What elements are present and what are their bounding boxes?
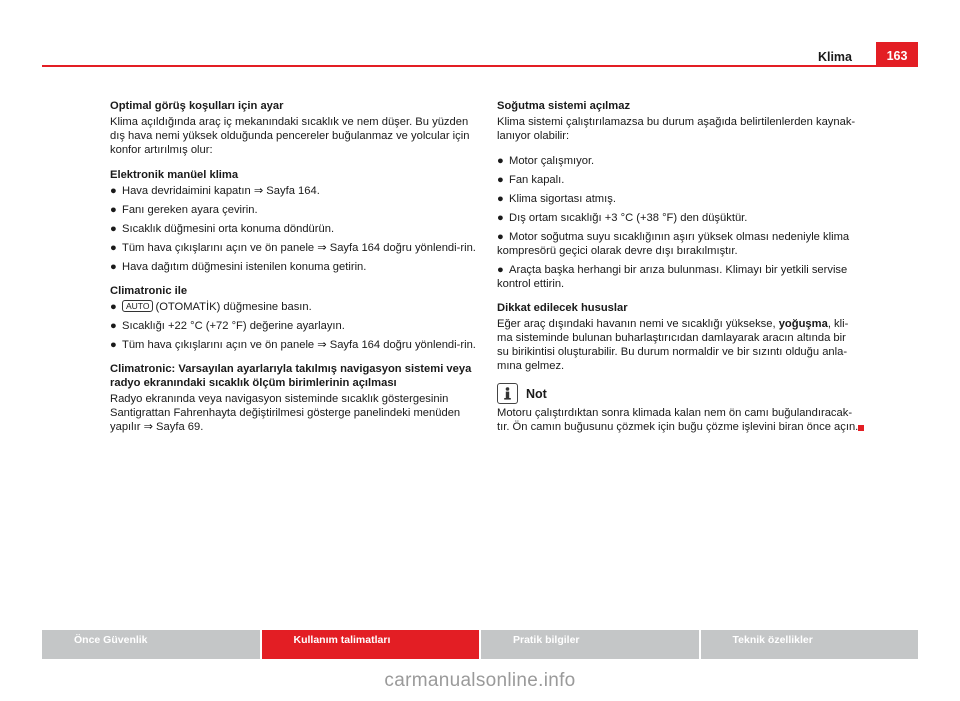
list-item: ● Motor çalışmıyor. (497, 155, 595, 167)
list-item: ● Tüm hava çıkışlarını açın ve ön panele ⇒ Sayfa 164 doğru yönlendi-rin. (110, 339, 476, 351)
section-heading: Dikkat edilecek hususlar (497, 302, 628, 314)
page-number-badge: 163 (876, 42, 918, 67)
list-item: ● Klima sigortası atmış. (497, 193, 616, 205)
footer-tab-safety[interactable]: Önce Güvenlik (42, 630, 260, 659)
section-end-marker (858, 425, 864, 431)
note-text: Motoru çalıştırdıktan sonra klimada kalan nem ön camı buğulandıracak-tır. Ön camın buğusunu çözmek için buğu çözme işlevini biran önce açın. (497, 407, 859, 433)
list-item: ● Fan kapalı. (497, 174, 565, 186)
list-item: ● Fanı gereken ayara çevirin. (110, 204, 258, 216)
paragraph: Eğer araç dışındaki havanın nemi ve sıcaklığı yüksekse, yoğuşma, kli-ma sisteminde bulunan buharlaştırıcıdan damlayarak aracın altında bir su birikintisi oluşturabilir. Bu durum normaldir ve bir sızıntı olduğu anla-mına gelmez. (497, 318, 849, 372)
footer-nav (42, 630, 918, 659)
list-item: ● Sıcaklık düğmesini orta konuma döndürün. (110, 223, 335, 235)
watermark: carmanualsonline.info (384, 670, 576, 691)
note-header (497, 383, 859, 404)
list-item: ● Dış ortam sıcaklığı +3 °C (+38 °F) den düşüktür. (497, 212, 748, 224)
section-heading: Soğutma sistemi açılmaz (497, 100, 631, 112)
list-item: ● Hava devridaimini kapatın ⇒ Sayfa 164. (110, 185, 320, 197)
footer-tab-practical[interactable]: Pratik bilgiler (481, 630, 699, 659)
list-item: ● Sıcaklığı +22 °C (+72 °F) değerine ayarlayın. (110, 320, 345, 332)
section-heading: Climatronic ile (110, 285, 188, 297)
note-title: Not (526, 386, 547, 401)
auto-key-label: AUTO (122, 300, 153, 312)
paragraph: Radyo ekranında veya navigasyon sisteminde sıcaklık göstergesinin Santigrattan Fahrenhayta değiştirilmesi gösterge panelindeki menüden yapılır ⇒ Sayfa 69. (110, 393, 461, 433)
paragraph: Klima açıldığında araç iç mekanındaki sıcaklık ve nem düşer. Bu yüzden dış hava nemi yüksek olduğunda pencereler buğulanmaz ve yolcular için konfor artırılmış olur: (110, 116, 470, 156)
section-heading: Optimal görüş koşulları için ayar (110, 100, 284, 112)
info-icon (497, 383, 518, 404)
section-heading: Elektronik manüel klima (110, 169, 239, 181)
list-item: ● AUTO (OTOMATİK) düğmesine basın. (110, 301, 312, 313)
left-column (110, 99, 480, 440)
list-item: ● Araçta başka herhangi bir arıza bulunması. Klimayı bir yetkili servise kontrol ettirin. (497, 264, 848, 290)
right-column (497, 99, 859, 440)
header-rule (42, 65, 918, 67)
section-heading: Climatronic: Varsayılan ayarlarıyla takılmış navigasyon sistemi veya radyo ekranındaki sıcaklık ölçüm birimlerinin açılması (110, 363, 472, 389)
list-item: ● Motor soğutma suyu sıcaklığının aşırı yüksek olması nedeniyle klima kompresörü geçici olarak devre dışı bırakılmıştır. (497, 231, 850, 257)
footer-tab-operation[interactable]: Kullanım talimatları (262, 630, 480, 659)
footer-tab-technical[interactable]: Teknik özellikler (701, 630, 919, 659)
paragraph: Klima sistemi çalıştırılamazsa bu durum aşağıda belirtilenlerden kaynak-lanıyor olabilir: (497, 116, 856, 142)
list-item: ● Tüm hava çıkışlarını açın ve ön panele ⇒ Sayfa 164 doğru yönlendi-rin. (110, 242, 476, 254)
list-item: ● Hava dağıtım düğmesini istenilen konuma getirin. (110, 261, 367, 273)
chapter-title: Klima (817, 50, 852, 64)
